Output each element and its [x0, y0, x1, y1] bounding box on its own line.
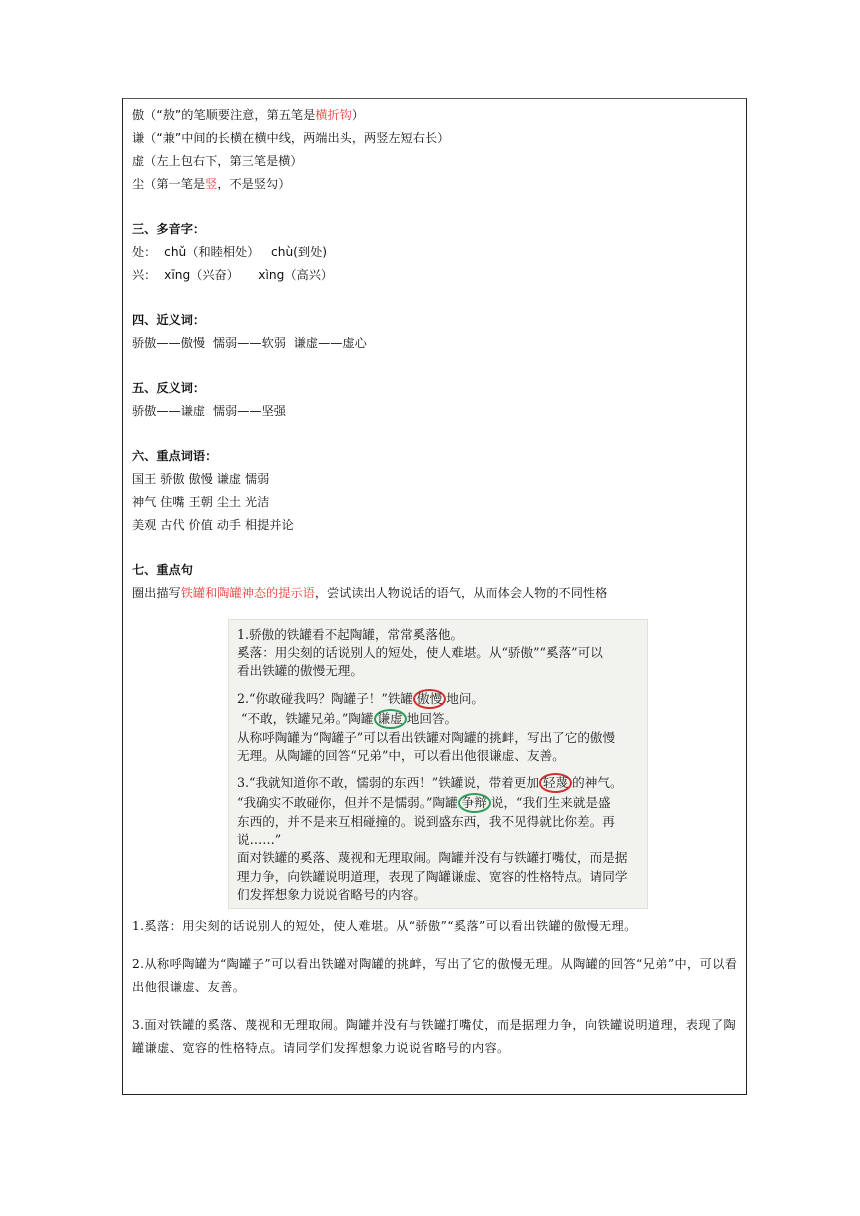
- analysis-note: 3.面对铁罐的奚落、蔑视和无理取闹。陶罐并没有与铁罐打嘴仗，而是据理力争，向铁罐说明道理，表现了陶罐谦虚、宽容的性格特点。请同学们发挥想象力说说省略号的内容。: [132, 1018, 737, 1055]
- synonyms-text: 骄傲——傲慢 懦弱——软弱 谦虚——虚心: [132, 336, 367, 350]
- polyphonic-row: 处： chǔ（和睦相处） chù(到处): [132, 245, 328, 259]
- circled-word: 争辩: [458, 793, 491, 813]
- circled-word: 谦虚: [374, 709, 407, 729]
- lesson-content: [132, 104, 744, 1060]
- stroke-note-qian: 谦（“兼”中间的长横在横中线，两端出头，两竖左短右长）: [132, 131, 450, 145]
- analysis-notes: [132, 915, 744, 1060]
- keywords-row: 神气 住嘴 王朝 尘土 光洁: [132, 495, 270, 509]
- synonyms-heading: 四、近义词：: [132, 313, 206, 327]
- polyphonic-heading: 三、多音字：: [132, 222, 206, 236]
- stroke-note-xu: 虚（左上包右下，第三笔是横）: [132, 154, 303, 168]
- key-sentences-heading: 七、重点句: [132, 563, 193, 577]
- scanned-excerpt-image: 1.骄傲的铁罐看不起陶罐，常常奚落他。 奚落：用尖刻的话说别人的短处，使人难堪。从“骄傲”“奚落”可以 看出铁罐的傲慢无理。 2.“你敢碰我吗？陶罐子！”铁罐 傲慢 地问。 “不敢，铁罐兄弟。”陶罐 谦虚 地回答。 从称呼陶罐为“陶罐子”可以看出铁罐对陶罐的挑衅，写出了它的傲慢 无理。从陶罐的回答“兄弟”中，可以看出他很谦虚、友善。 3.“我就知道你不敢，懦弱的东西！”铁罐说，带着更加 轻蔑 的神气。 “我确实不敢碰你，但并不是懦弱。”陶罐 争辩 说，“我们生来就是盛 东西的，并不是来互相碰撞的。说到盛东西，我不见得就比你差。再 说……” 面对铁罐的奚落、蔑视和无理取闹。陶罐并没有与铁罐打嘴仗，而是据 理力争，向铁罐说明道理，表现了陶罐谦虚、宽容的性格特点。请同学 们发挥想象力说说省略号的内容。: [228, 619, 648, 909]
- stroke-note-ao: 傲（“敖”的笔顺要注意，第五笔是横折钩）: [132, 108, 365, 122]
- antonyms-text: 骄傲——谦虚 懦弱——坚强: [132, 404, 286, 418]
- keywords-row: 国王 骄傲 傲慢 谦虚 懦弱: [132, 472, 270, 486]
- circled-word: 轻蔑: [539, 773, 572, 793]
- keywords-row: 美观 古代 价值 动手 相提并论: [132, 518, 294, 532]
- antonyms-heading: 五、反义词：: [132, 381, 206, 395]
- stroke-note-chen: 尘（第一笔是竖，不是竖勾）: [132, 177, 291, 191]
- analysis-note: 1.奚落：用尖刻的话说别人的短处，使人难堪。从“骄傲”“奚落”可以看出铁罐的傲慢无理。: [132, 919, 637, 933]
- polyphonic-row: 兴： xīng（兴奋） xìng（高兴）: [132, 268, 334, 282]
- circled-word: 傲慢: [413, 689, 446, 709]
- analysis-note: 2.从称呼陶罐为“陶罐子”可以看出铁罐对陶罐的挑衅，写出了它的傲慢无理。从陶罐的回答“兄弟”中，可以看出他很谦虚、友善。: [132, 957, 738, 994]
- key-sentences-instruction: 圈出描写铁罐和陶罐神态的提示语，尝试读出人物说话的语气，从而体会人物的不同性格: [132, 586, 608, 600]
- keywords-heading: 六、重点词语：: [132, 449, 218, 463]
